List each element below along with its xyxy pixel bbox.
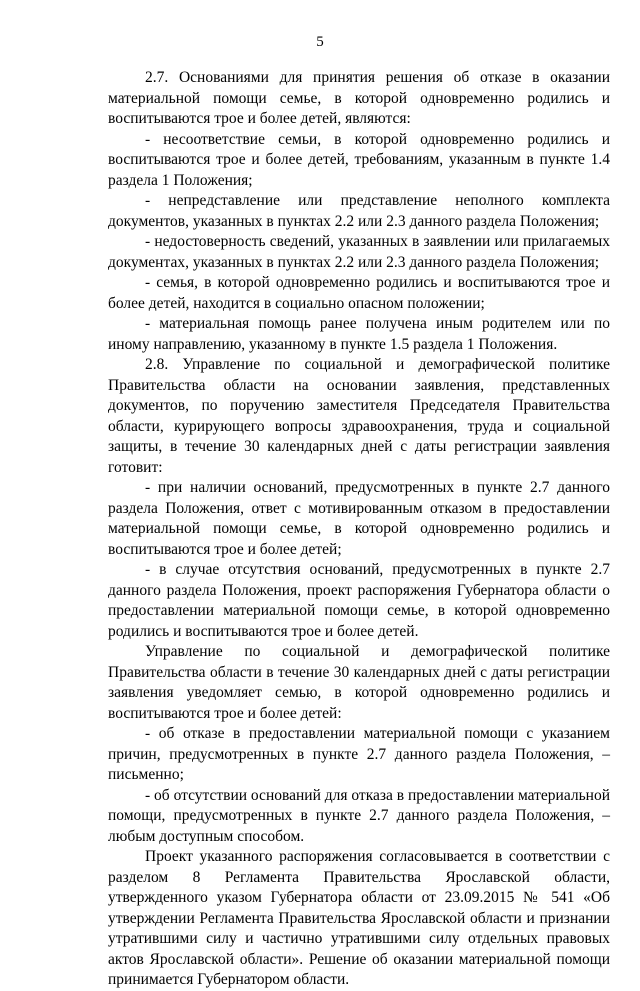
list-item-notify-no-grounds: - об отсутствии оснований для отказа в предоставлении материальной помощи, предусмотренных в пункте 2.7 данного раздела Положения, – любым доступным способом. [108, 786, 610, 845]
list-item-incomplete-documents: - непредставление или представление неполного комплекта документов, указанных в пунктах 2.2 или 2.3 данного раздела Положения; [108, 192, 610, 230]
document-body [108, 68, 610, 991]
page-number: 5 [316, 34, 324, 50]
list-item-socially-dangerous: - семья, в которой одновременно родились и воспитываются трое и более детей, находится в социально опасном положении; [108, 274, 610, 312]
paragraph-notification: Управление по социальной и демографической политике Правительства области в течение 30 календарных дней с даты регистрации заявления уведомляет семью, в которой одновременно родились и воспитываются трое и более детей: [108, 643, 610, 722]
list-item-notify-refusal: - об отказе в предоставлении материальной помощи с указанием причин, предусмотренных в пункте 2.7 данного раздела Положения, – письменно; [108, 725, 610, 783]
paragraph-2-8-intro: 2.8. Управление по социальной и демографической политике Правительства области на основании заявления, представленных документов, по поручению заместителя Председателя Правительства области, курирующего вопросы здравоохранения, труда и социальной защиты, в течение 30 календарных дней с даты регистрации заявления готовит: [108, 356, 610, 476]
list-item-refusal-answer: - при наличии оснований, предусмотренных в пункте 2.7 данного раздела Положения, ответ с мотивированным отказом в предоставлении материальной помощи семье, в которой одновременно родились и воспитываются трое и более детей; [108, 479, 610, 558]
list-item-noncompliance: - несоответствие семьи, в которой одновременно родились и воспитываются трое и более детей, требованиям, указанным в пункте 1.4 раздела 1 Положения; [108, 130, 610, 189]
paragraph-approval: Проект указанного распоряжения согласовывается в соответствии с разделом 8 Регламента Правительства Ярославской области, утвержденного указом Губернатора области от 23.09.2015 № 541 «Об утверждении Регламента Правительства Ярославской области и признании утратившими силу и частично утратившими силу отдельных правовых актов Ярославской области». Решение об оказании материальной помощи принимается Губернатором области. [108, 848, 610, 988]
list-item-already-received: - материальная помощь ранее получена иным родителем или по иному направлению, указанному в пункте 1.5 раздела 1 Положения. [108, 315, 610, 353]
list-item-false-information: - недостоверность сведений, указанных в заявлении или прилагаемых документах, указанных в пунктах 2.2 или 2.3 данного раздела Положения; [108, 233, 610, 271]
paragraph-2-7-intro: 2.7. Основаниями для принятия решения об отказе в оказании материальной помощи семье, в которой одновременно родились и воспитываются трое и более детей, являются: [108, 69, 610, 127]
list-item-draft-order: - в случае отсутствия оснований, предусмотренных в пункте 2.7 данного раздела Положения, проект распоряжения Губернатора области о предоставлении материальной помощи семье, в которой одновременно родились и воспитываются трое и более детей. [108, 561, 610, 640]
